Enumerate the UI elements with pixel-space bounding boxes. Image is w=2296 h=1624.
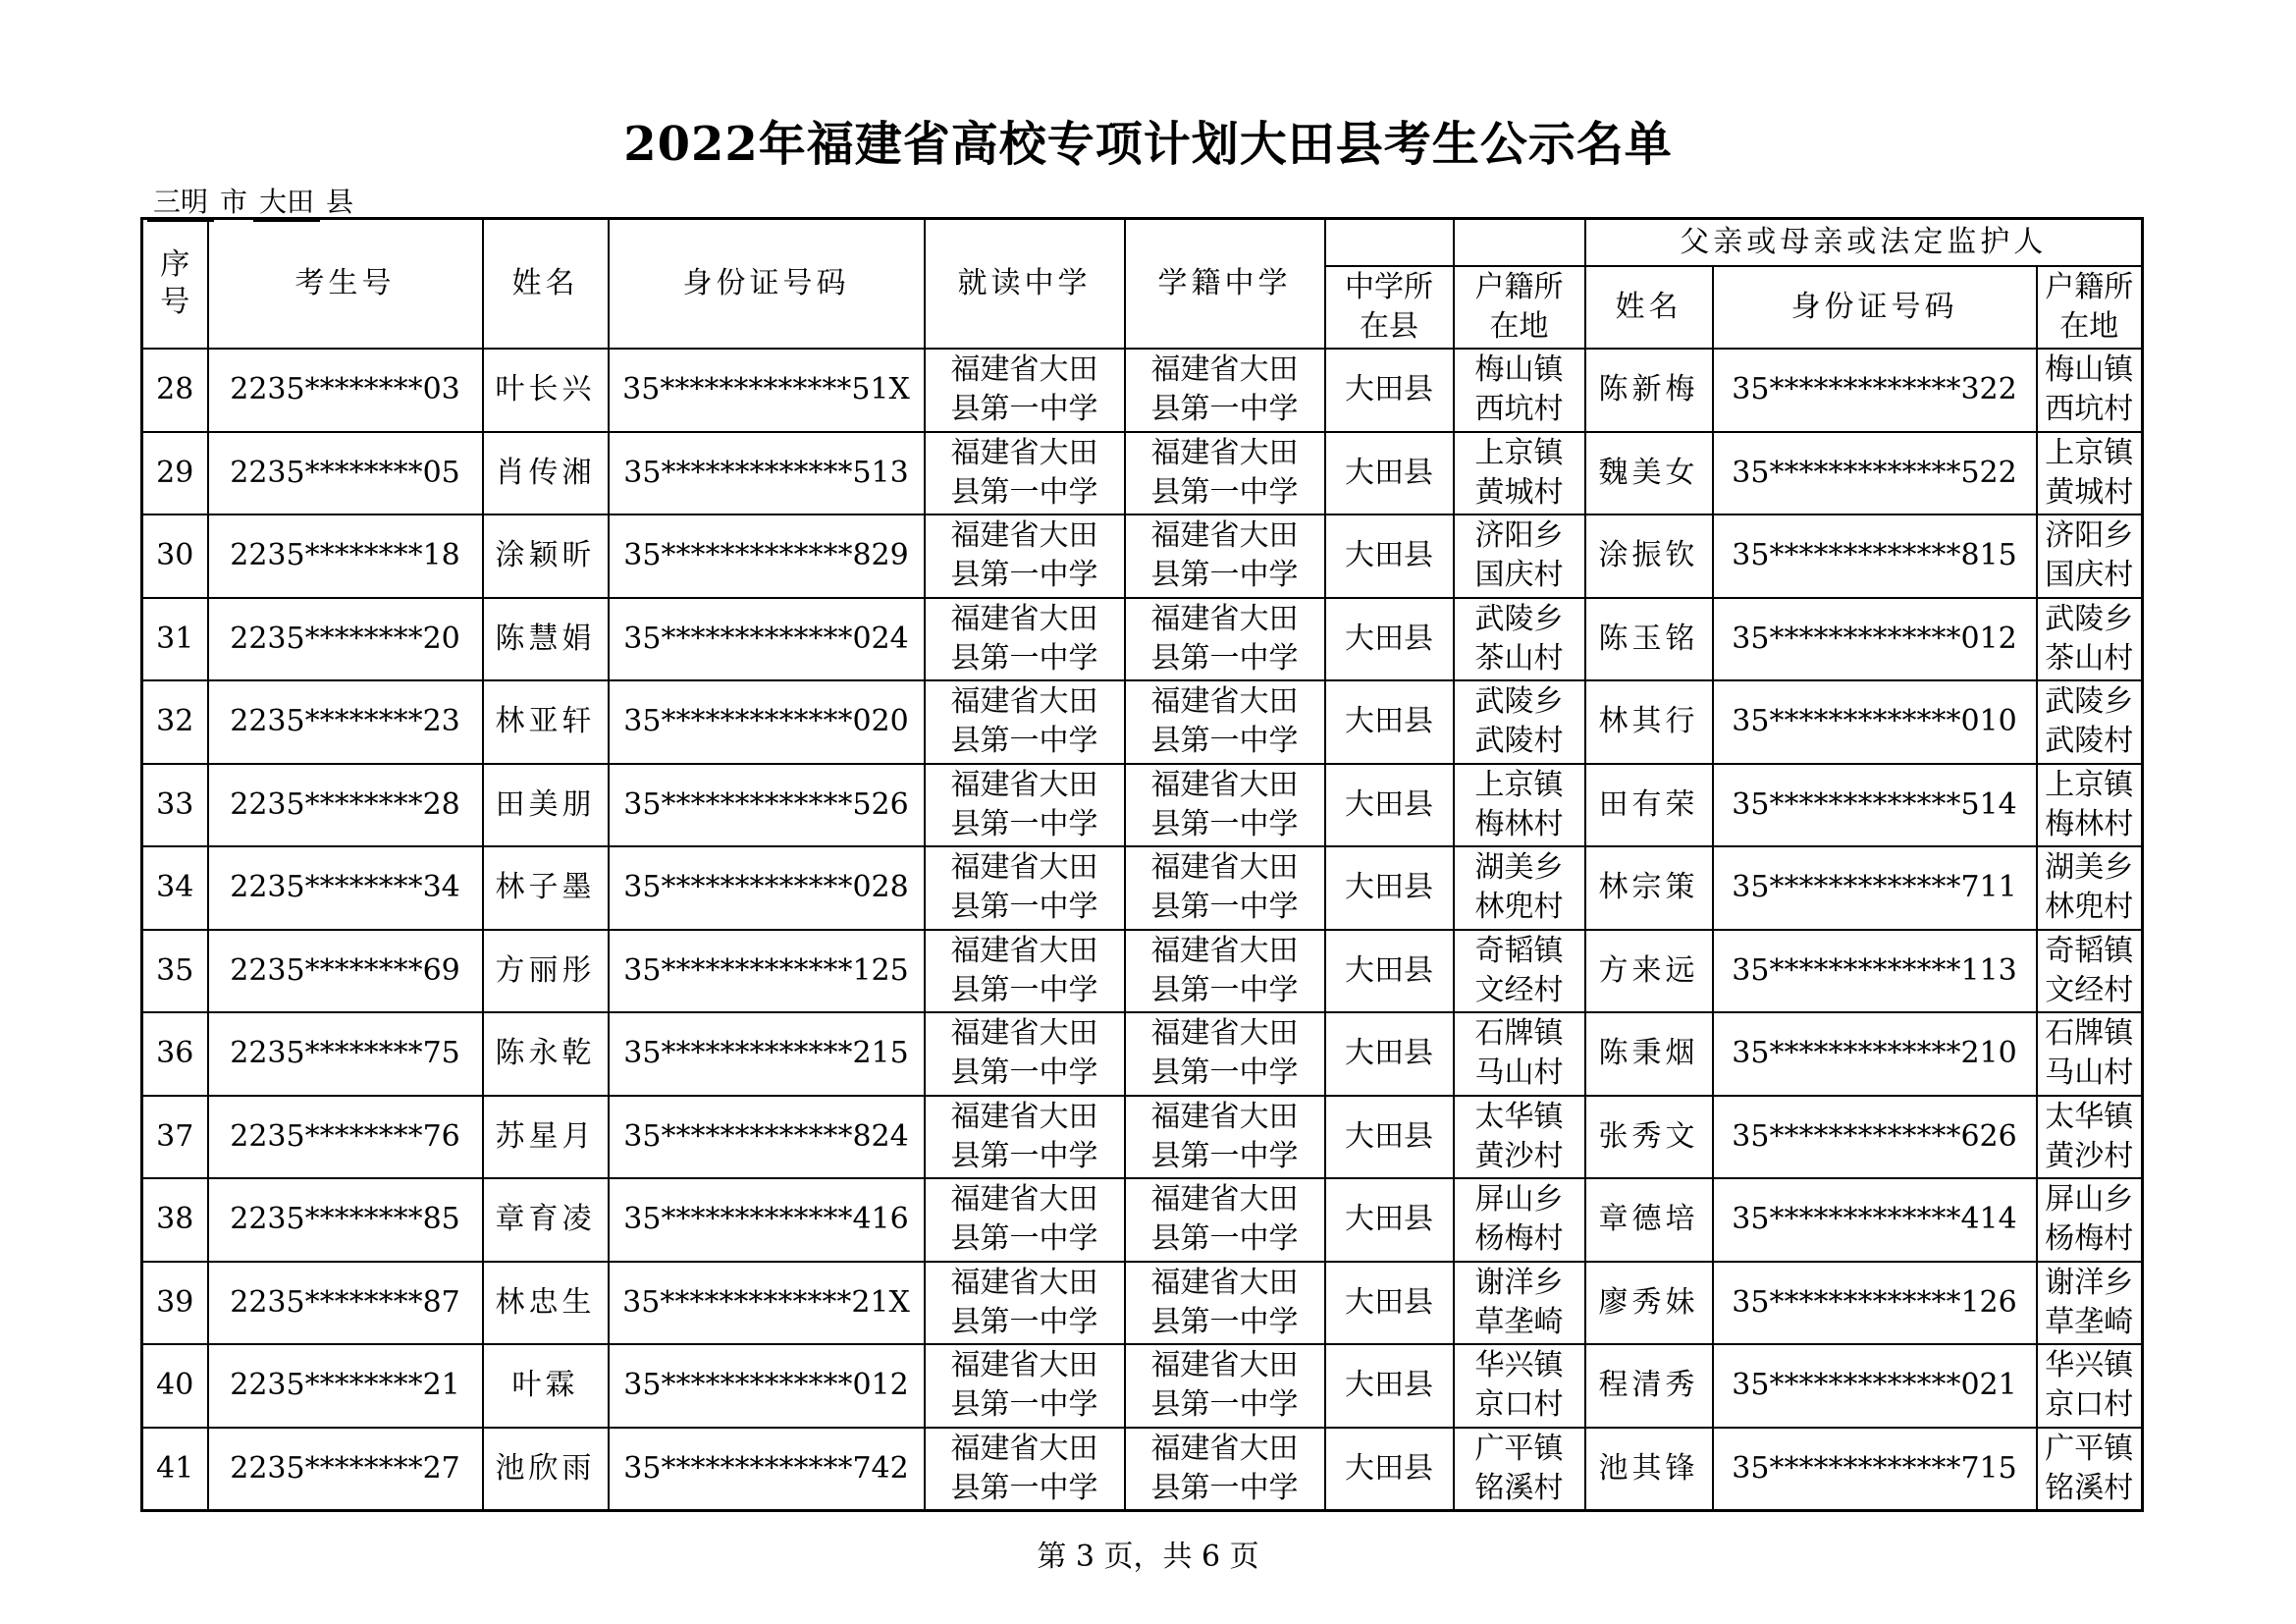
cell-id-no: 35*************012 <box>609 1344 925 1428</box>
cell-guardian-id: 35*************626 <box>1713 1096 2037 1179</box>
cell-id-no: 35*************125 <box>609 930 925 1013</box>
cell-hukou-text: 济阳乡国庆村 <box>1474 518 1564 593</box>
table-row <box>142 846 2143 930</box>
cell-guardian-hukou-text: 屏山乡杨梅村 <box>2045 1182 2134 1257</box>
cell-exam-no: 2235********75 <box>208 1012 483 1096</box>
table-row <box>142 432 2143 515</box>
cell-registry-school <box>1125 1262 1325 1345</box>
cell-guardian-name: 陈新梅 <box>1585 349 1713 432</box>
cell-registry-school-text: 福建省大田县第一中学 <box>1150 1016 1299 1091</box>
cell-school-county: 大田县 <box>1325 764 1454 847</box>
header-name: 姓名 <box>483 219 609 350</box>
cell-hukou-text: 广平镇铭溪村 <box>1474 1431 1564 1505</box>
cell-hukou-text: 奇韬镇文经村 <box>1474 933 1564 1007</box>
header-seq: 序号 <box>142 219 208 350</box>
header-hukou: 户籍所在地 <box>1454 266 1585 349</box>
cell-attend-school <box>925 846 1125 930</box>
cell-attend-school-text: 福建省大田县第一中学 <box>950 1265 1098 1339</box>
cell-exam-no: 2235********23 <box>208 680 483 764</box>
cell-attend-school-text: 福建省大田县第一中学 <box>950 767 1098 841</box>
cell-school-county: 大田县 <box>1325 1096 1454 1179</box>
region-county-suffix: 县 <box>326 186 354 218</box>
cell-attend-school <box>925 432 1125 515</box>
cell-registry-school <box>1125 1012 1325 1096</box>
cell-seq: 30 <box>142 514 208 598</box>
cell-attend-school-text: 福建省大田县第一中学 <box>950 850 1098 925</box>
cell-hukou-text: 上京镇梅林村 <box>1474 767 1564 841</box>
cell-guardian-hukou <box>2037 598 2143 681</box>
cell-hukou-text: 上京镇黄城村 <box>1474 435 1564 510</box>
cell-registry-school-text: 福建省大田县第一中学 <box>1150 601 1299 676</box>
cell-exam-no: 2235********05 <box>208 432 483 515</box>
cell-exam-no: 2235********03 <box>208 349 483 432</box>
cell-seq: 38 <box>142 1178 208 1262</box>
cell-id-no: 35*************526 <box>609 764 925 847</box>
cell-attend-school-text: 福建省大田县第一中学 <box>950 1099 1098 1173</box>
cell-registry-school-text: 福建省大田县第一中学 <box>1150 1265 1299 1339</box>
cell-hukou <box>1454 1012 1585 1096</box>
cell-guardian-id: 35*************012 <box>1713 598 2037 681</box>
region-county: 大田 <box>253 181 320 222</box>
cell-guardian-hukou <box>2037 1344 2143 1428</box>
cell-name: 方丽彤 <box>483 930 609 1013</box>
cell-guardian-name: 陈秉烟 <box>1585 1012 1713 1096</box>
cell-seq: 31 <box>142 598 208 681</box>
cell-registry-school-text: 福建省大田县第一中学 <box>1150 1182 1299 1257</box>
cell-id-no: 35*************215 <box>609 1012 925 1096</box>
cell-hukou <box>1454 598 1585 681</box>
cell-name: 叶长兴 <box>483 349 609 432</box>
cell-hukou-text: 谢洋乡草垄崎 <box>1474 1265 1564 1339</box>
cell-attend-school <box>925 598 1125 681</box>
cell-name: 叶霖 <box>483 1344 609 1428</box>
cell-attend-school <box>925 764 1125 847</box>
cell-seq: 36 <box>142 1012 208 1096</box>
cell-attend-school <box>925 1262 1125 1345</box>
cell-exam-no: 2235********76 <box>208 1096 483 1179</box>
page-footer: 第 3 页，共 6 页 <box>1037 1540 1259 1574</box>
cell-hukou-text: 华兴镇京口村 <box>1474 1348 1564 1423</box>
cell-id-no: 35*************829 <box>609 514 925 598</box>
cell-name: 肖传湘 <box>483 432 609 515</box>
cell-attend-school-text: 福建省大田县第一中学 <box>950 435 1098 510</box>
header-guardian-group: 父亲或母亲或法定监护人 <box>1585 219 2143 267</box>
cell-id-no: 35*************21X <box>609 1262 925 1345</box>
region-line <box>147 181 359 222</box>
cell-hukou-text: 屏山乡杨梅村 <box>1474 1182 1564 1257</box>
cell-school-county: 大田县 <box>1325 1344 1454 1428</box>
cell-registry-school <box>1125 1178 1325 1262</box>
page-title: 2022年福建省高校专项计划大田县考生公示名单 <box>623 117 1673 172</box>
cell-registry-school <box>1125 680 1325 764</box>
cell-registry-school <box>1125 930 1325 1013</box>
cell-guardian-hukou-text: 谢洋乡草垄崎 <box>2045 1265 2134 1339</box>
cell-hukou-text: 梅山镇西坑村 <box>1474 352 1564 427</box>
cell-hukou <box>1454 349 1585 432</box>
cell-seq: 39 <box>142 1262 208 1345</box>
cell-attend-school-text: 福建省大田县第一中学 <box>950 933 1098 1007</box>
cell-guardian-hukou-text: 广平镇铭溪村 <box>2045 1431 2134 1505</box>
header-school-county: 中学所在县 <box>1325 266 1454 349</box>
cell-attend-school-text: 福建省大田县第一中学 <box>950 1431 1098 1505</box>
cell-guardian-hukou-text: 太华镇黄沙村 <box>2045 1099 2134 1173</box>
cell-guardian-hukou-text: 石牌镇马山村 <box>2045 1016 2134 1091</box>
cell-attend-school-text: 福建省大田县第一中学 <box>950 684 1098 759</box>
table-row <box>142 1262 2143 1345</box>
cell-exam-no: 2235********69 <box>208 930 483 1013</box>
cell-guardian-hukou-text: 济阳乡国庆村 <box>2045 518 2134 593</box>
cell-guardian-hukou <box>2037 1262 2143 1345</box>
cell-registry-school <box>1125 764 1325 847</box>
cell-school-county: 大田县 <box>1325 598 1454 681</box>
table-row <box>142 349 2143 432</box>
cell-guardian-hukou <box>2037 930 2143 1013</box>
cell-seq: 40 <box>142 1344 208 1428</box>
cell-guardian-id: 35*************711 <box>1713 846 2037 930</box>
cell-registry-school-text: 福建省大田县第一中学 <box>1150 518 1299 593</box>
cell-hukou <box>1454 1096 1585 1179</box>
cell-guardian-id: 35*************322 <box>1713 349 2037 432</box>
table-row <box>142 764 2143 847</box>
cell-name: 涂颖昕 <box>483 514 609 598</box>
header-blank-1 <box>1325 219 1454 267</box>
cell-id-no: 35*************028 <box>609 846 925 930</box>
cell-registry-school-text: 福建省大田县第一中学 <box>1150 933 1299 1007</box>
cell-id-no: 35*************742 <box>609 1428 925 1511</box>
cell-name: 池欣雨 <box>483 1428 609 1511</box>
cell-guardian-id: 35*************210 <box>1713 1012 2037 1096</box>
cell-school-county: 大田县 <box>1325 432 1454 515</box>
cell-school-county: 大田县 <box>1325 1428 1454 1511</box>
cell-registry-school-text: 福建省大田县第一中学 <box>1150 1348 1299 1423</box>
cell-name: 章育凌 <box>483 1178 609 1262</box>
cell-guardian-id: 35*************126 <box>1713 1262 2037 1345</box>
cell-guardian-hukou <box>2037 349 2143 432</box>
cell-hukou-text: 武陵乡茶山村 <box>1474 601 1564 676</box>
cell-guardian-name: 涂振钦 <box>1585 514 1713 598</box>
cell-seq: 32 <box>142 680 208 764</box>
cell-attend-school-text: 福建省大田县第一中学 <box>950 1348 1098 1423</box>
cell-name: 林子墨 <box>483 846 609 930</box>
cell-guardian-hukou <box>2037 1178 2143 1262</box>
cell-guardian-id: 35*************514 <box>1713 764 2037 847</box>
cell-registry-school-text: 福建省大田县第一中学 <box>1150 352 1299 427</box>
cell-exam-no: 2235********27 <box>208 1428 483 1511</box>
cell-registry-school <box>1125 1428 1325 1511</box>
cell-name: 林忠生 <box>483 1262 609 1345</box>
cell-guardian-hukou-text: 湖美乡林兜村 <box>2045 850 2134 925</box>
cell-guardian-name: 章德培 <box>1585 1178 1713 1262</box>
cell-id-no: 35*************824 <box>609 1096 925 1179</box>
cell-exam-no: 2235********20 <box>208 598 483 681</box>
cell-guardian-hukou <box>2037 846 2143 930</box>
cell-hukou-text: 武陵乡武陵村 <box>1474 684 1564 759</box>
cell-registry-school <box>1125 598 1325 681</box>
cell-attend-school <box>925 1428 1125 1511</box>
cell-hukou <box>1454 1344 1585 1428</box>
table-row <box>142 1096 2143 1179</box>
cell-school-county: 大田县 <box>1325 930 1454 1013</box>
table-row <box>142 514 2143 598</box>
cell-guardian-hukou-text: 奇韬镇文经村 <box>2045 933 2134 1007</box>
cell-attend-school <box>925 680 1125 764</box>
cell-hukou-text: 湖美乡林兜村 <box>1474 850 1564 925</box>
cell-id-no: 35*************024 <box>609 598 925 681</box>
cell-id-no: 35*************513 <box>609 432 925 515</box>
cell-guardian-hukou <box>2037 432 2143 515</box>
cell-id-no: 35*************020 <box>609 680 925 764</box>
cell-seq: 33 <box>142 764 208 847</box>
cell-hukou <box>1454 1178 1585 1262</box>
header-attend-school: 就读中学 <box>925 219 1125 350</box>
cell-seq: 37 <box>142 1096 208 1179</box>
cell-guardian-id: 35*************021 <box>1713 1344 2037 1428</box>
cell-attend-school-text: 福建省大田县第一中学 <box>950 601 1098 676</box>
header-guardian-id: 身份证号码 <box>1713 266 2037 349</box>
cell-guardian-hukou <box>2037 764 2143 847</box>
table-row <box>142 930 2143 1013</box>
cell-guardian-name: 池其锋 <box>1585 1428 1713 1511</box>
cell-registry-school <box>1125 349 1325 432</box>
cell-exam-no: 2235********28 <box>208 764 483 847</box>
cell-guardian-hukou <box>2037 1428 2143 1511</box>
cell-attend-school <box>925 514 1125 598</box>
cell-school-county: 大田县 <box>1325 680 1454 764</box>
cell-guardian-hukou-text: 上京镇梅林村 <box>2045 767 2134 841</box>
cell-hukou-text: 石牌镇马山村 <box>1474 1016 1564 1091</box>
cell-guardian-name: 程清秀 <box>1585 1344 1713 1428</box>
cell-attend-school-text: 福建省大田县第一中学 <box>950 1182 1098 1257</box>
cell-attend-school-text: 福建省大田县第一中学 <box>950 518 1098 593</box>
cell-school-county: 大田县 <box>1325 349 1454 432</box>
cell-registry-school-text: 福建省大田县第一中学 <box>1150 1431 1299 1505</box>
cell-guardian-hukou-text: 梅山镇西坑村 <box>2045 352 2134 427</box>
cell-guardian-hukou <box>2037 1096 2143 1179</box>
cell-id-no: 35*************51X <box>609 349 925 432</box>
cell-name: 林亚轩 <box>483 680 609 764</box>
cell-id-no: 35*************416 <box>609 1178 925 1262</box>
header-blank-2 <box>1454 219 1585 267</box>
cell-exam-no: 2235********21 <box>208 1344 483 1428</box>
header-registry-school: 学籍中学 <box>1125 219 1325 350</box>
cell-school-county: 大田县 <box>1325 1012 1454 1096</box>
cell-exam-no: 2235********85 <box>208 1178 483 1262</box>
cell-registry-school-text: 福建省大田县第一中学 <box>1150 767 1299 841</box>
cell-school-county: 大田县 <box>1325 846 1454 930</box>
cell-guardian-name: 魏美女 <box>1585 432 1713 515</box>
table-row <box>142 598 2143 681</box>
cell-guardian-name: 田有荣 <box>1585 764 1713 847</box>
roster-table <box>140 217 2144 1512</box>
cell-guardian-hukou-text: 华兴镇京口村 <box>2045 1348 2134 1423</box>
cell-attend-school-text: 福建省大田县第一中学 <box>950 1016 1098 1091</box>
cell-seq: 34 <box>142 846 208 930</box>
table-row <box>142 1344 2143 1428</box>
cell-registry-school <box>1125 432 1325 515</box>
cell-guardian-hukou <box>2037 680 2143 764</box>
cell-hukou <box>1454 764 1585 847</box>
cell-guardian-hukou-text: 武陵乡武陵村 <box>2045 684 2134 759</box>
cell-registry-school-text: 福建省大田县第一中学 <box>1150 435 1299 510</box>
cell-guardian-name: 廖秀妹 <box>1585 1262 1713 1345</box>
header-exam-no: 考生号 <box>208 219 483 350</box>
header-guardian-name: 姓名 <box>1585 266 1713 349</box>
cell-hukou <box>1454 1428 1585 1511</box>
cell-seq: 28 <box>142 349 208 432</box>
header-guardian-hukou: 户籍所在地 <box>2037 266 2143 349</box>
cell-exam-no: 2235********34 <box>208 846 483 930</box>
cell-seq: 41 <box>142 1428 208 1511</box>
cell-registry-school <box>1125 1096 1325 1179</box>
cell-guardian-name: 陈玉铭 <box>1585 598 1713 681</box>
cell-attend-school <box>925 1012 1125 1096</box>
cell-guardian-id: 35*************113 <box>1713 930 2037 1013</box>
roster-body <box>142 349 2143 1510</box>
cell-guardian-name: 林宗策 <box>1585 846 1713 930</box>
cell-guardian-name: 张秀文 <box>1585 1096 1713 1179</box>
cell-school-county: 大田县 <box>1325 1262 1454 1345</box>
cell-attend-school <box>925 1096 1125 1179</box>
cell-registry-school-text: 福建省大田县第一中学 <box>1150 684 1299 759</box>
cell-hukou-text: 太华镇黄沙村 <box>1474 1099 1564 1173</box>
cell-guardian-id: 35*************815 <box>1713 514 2037 598</box>
cell-name: 苏星月 <box>483 1096 609 1179</box>
cell-guardian-name: 林其行 <box>1585 680 1713 764</box>
table-row <box>142 1178 2143 1262</box>
cell-registry-school-text: 福建省大田县第一中学 <box>1150 1099 1299 1173</box>
table-row <box>142 1012 2143 1096</box>
cell-hukou <box>1454 514 1585 598</box>
cell-seq: 29 <box>142 432 208 515</box>
cell-guardian-hukou <box>2037 1012 2143 1096</box>
cell-attend-school <box>925 1344 1125 1428</box>
cell-hukou <box>1454 680 1585 764</box>
cell-hukou <box>1454 930 1585 1013</box>
table-row <box>142 1428 2143 1511</box>
cell-school-county: 大田县 <box>1325 1178 1454 1262</box>
cell-registry-school <box>1125 846 1325 930</box>
cell-guardian-name: 方来远 <box>1585 930 1713 1013</box>
cell-registry-school-text: 福建省大田县第一中学 <box>1150 850 1299 925</box>
cell-hukou <box>1454 432 1585 515</box>
header-id-no: 身份证号码 <box>609 219 925 350</box>
cell-attend-school <box>925 349 1125 432</box>
cell-exam-no: 2235********87 <box>208 1262 483 1345</box>
cell-attend-school <box>925 930 1125 1013</box>
cell-school-county: 大田县 <box>1325 514 1454 598</box>
cell-guardian-hukou-text: 上京镇黄城村 <box>2045 435 2134 510</box>
cell-name: 陈慧娟 <box>483 598 609 681</box>
cell-attend-school-text: 福建省大田县第一中学 <box>950 352 1098 427</box>
cell-seq: 35 <box>142 930 208 1013</box>
cell-guardian-id: 35*************715 <box>1713 1428 2037 1511</box>
cell-name: 陈永乾 <box>483 1012 609 1096</box>
table-row <box>142 680 2143 764</box>
cell-guardian-hukou-text: 武陵乡茶山村 <box>2045 601 2134 676</box>
cell-attend-school <box>925 1178 1125 1262</box>
cell-name: 田美朋 <box>483 764 609 847</box>
cell-registry-school <box>1125 1344 1325 1428</box>
region-city-suffix: 市 <box>220 186 248 218</box>
region-city: 三明 <box>147 181 214 222</box>
cell-guardian-id: 35*************010 <box>1713 680 2037 764</box>
cell-hukou <box>1454 1262 1585 1345</box>
cell-hukou <box>1454 846 1585 930</box>
cell-guardian-hukou <box>2037 514 2143 598</box>
cell-guardian-id: 35*************522 <box>1713 432 2037 515</box>
cell-exam-no: 2235********18 <box>208 514 483 598</box>
cell-registry-school <box>1125 514 1325 598</box>
cell-guardian-id: 35*************414 <box>1713 1178 2037 1262</box>
